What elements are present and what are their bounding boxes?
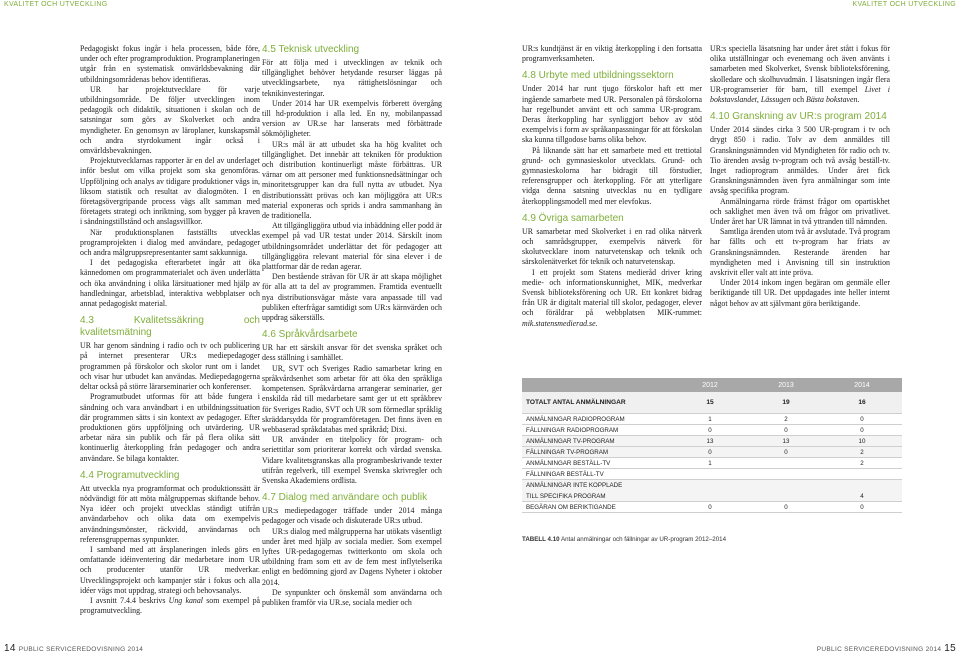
table-row (522, 491, 902, 502)
paragraph: För att följa med i utvecklingen av teknik och tillgänglighet behöver hetydande resurser läggas på utvecklingsarbete, nya rättighetslösningar och teknikinvesteringar. (262, 58, 442, 98)
paragraph: Anmälningarna rörde främst frågor om opartiskhet och saklighet men även två om frågor om privatlivet. Under året har UR lämnat in två yttranden till nämnden. (710, 196, 890, 227)
cell-value: 0 (860, 415, 864, 423)
paragraph: De synpunkter och önskemål som användarna och publiken framför via UR.se, sociala medier och (262, 587, 442, 607)
paragraph (522, 268, 702, 329)
row-label: BEGÄRAN OM BERIKTIGANDE (526, 503, 616, 511)
page-number-right: 15 (944, 643, 956, 654)
paragraph: UR använder en titelpolicy för program- och seriettitlar som prioriterar korrekt och vårdad svenska. Vidare kvalitetsgranskas alla programbeskrivande texter utifrån regelverk, till exempel Svenska skrivregler och Svenska Akademiens ordlista. (262, 435, 442, 485)
paragraph: UR har projektutvecklare för varje utbildningsområde. De följer utvecklingen inom pedagogik och didaktik, situationen i skolan och de satsningar som görs av Skolverket och andra myndigheter. En genomsyn av läroplaner, kunskapsmål och andra styrdokument ingår också i omvärldsbevakningen. (80, 84, 260, 156)
cell-value: 0 (708, 448, 712, 456)
heading-4-3: 4.3 Kvalitetssäkring och kvalitetsmätning (80, 315, 260, 339)
paragraph: Pedagogiskt fokus ingår i hela processen, både före, under och efter programproduktion. Programplaneringen utgår från en systematisk omvärldsbevakning där utbildningsområdenas behov identifieras. (80, 44, 260, 84)
row-label: FÄLLNINGAR TV-PROGRAM (526, 448, 609, 456)
top-bar (0, 0, 960, 14)
paragraph: Under 2014 har UR exempelvis förberett övergång till hd-produktion i alla led. En ny, mobilanpassad version av UR.se har lanserats med förbättrade sökmöjligheter. (262, 98, 442, 139)
table-header (522, 378, 902, 392)
cell-value: 0 (860, 426, 864, 434)
table-row (522, 414, 902, 425)
paragraph: Under 2014 har runt tjugo förskolor haft ett mer ingående samarbete med UR. Personalen på förskolorna har regelbundet använt ett och samma UR-program. Deras återkoppling har synliggjort behov av stöd exempelvis i form av språkanpassningar för att förskolan ska kunna tillgodose barns olika behov. (522, 84, 702, 145)
cell-value: 0 (784, 448, 788, 456)
paragraph: Projektutvecklarnas rapporter är en del av underlaget inför beslut om vilka projekt som ska genomföras. Uppföljning och analys av tidigare produktioner vägs in, liksom statistik och resultat av dialogmöten. I en företagsövergripande process vägs allt samman med företagets strategi och inriktning, som bygger på kraven i sändningstillstånd och anslagsvillkor. (80, 156, 260, 227)
paragraph: UR:s mediepedagoger träffade under 2014 många pedagoger och visade och diskuterade UR:s utbud. (262, 506, 442, 526)
cell-value: 4 (860, 492, 864, 500)
paragraph: Den bestående strävan för UR är att skapa möjlighet för alla att ta del av programmen. Framtida eventuellt nya distributionsvägar måste vara anpassade till vad publiken efterfrågar samtidigt som UR:s kärnvärden och uppdrag säkerställs. (262, 272, 442, 323)
cell-value: 0 (708, 503, 712, 511)
footer-text-right: PUBLIC SERVICEREDOVISNING 2014 (816, 646, 942, 653)
heading-4-5: 4.5 Teknisk utveckling (262, 44, 360, 55)
footer-left (4, 643, 143, 654)
italic-title: Livet i bokstavslandet, Lässugen (710, 84, 890, 105)
footer-right (817, 643, 956, 654)
row-label: TOTALT ANTAL ANMÄLNINGAR (526, 399, 626, 406)
paragraph (710, 44, 890, 105)
complaints-table (522, 378, 902, 513)
year-header: 2012 (702, 381, 718, 389)
heading-4-8: 4.8 Urbyte med utbildningssektorn (522, 70, 674, 82)
table-row-total (522, 392, 902, 414)
cell-value: 16 (858, 399, 866, 406)
paragraph: UR samarbetar med Skolverket i en rad olika nätverk och samrådsgrupper, exempelvis nätverk för skolutvecklare inom naturvetenskap och teknik och särskolenätverket för teknik och naturvetenskap. (522, 226, 702, 267)
table-row (522, 425, 902, 436)
paragraph: När produktionsplanen fastställts utvecklas programprojekten i dialog med användare, pedagoger och andra målgruppsrepresentanter samt sakkunniga. (80, 227, 260, 258)
italic-title: Ung kanal (168, 595, 204, 605)
table-row (522, 447, 902, 458)
section-header-left: KVALITET OCH UTVECKLING (4, 1, 108, 8)
paragraph: UR:s dialog med målgrupperna har utökats väsentligt under året med hjälp av sociala medier. Som exempel lyftes UR-pedagogernas twitterkonto om skola och utbildning fram som ett av de fem mest inflytelserika enligt en bedömning gjord av Dagens Nyheter i oktober 2014. (262, 526, 442, 587)
paragraph: Att utveckla nya programformat och produktionssätt är nödvändigt för att möta målgruppernas skiftande behov. Nya idéer och projekt utvecklas ständigt utifrån användarbehov och olika data om exempelvis användningsmönster, räckvidd, användarnas och referensgruppernas synpunkter. (80, 483, 260, 544)
paragraph: Under 2014 sändes cirka 3 500 UR-program i tv och drygt 850 i radio. Tolv av dem anmäldes till Granskningsnämnden vid Myndigheten för radio och tv. Tio ärenden avsåg tv-program och två avsåg beställ-tv. Inget radioprogram anmäldes. Under året fick Granskningsnämnden även fyra anmälningar som inte avsåg specifika program. (710, 125, 890, 196)
text-span: I ett projekt som Statens medieråd driver kring medie- och informationskunnighet, MIK, medverkar Svensk biblioteksförening och UR. Ett konkret bidrag från UR är digitalt material till skolor, pedagoger, elever och föräldrar på webbplatsen MIK-rummet: (522, 267, 702, 318)
text-span: I avsnitt 7.4.4 beskrivs (90, 595, 169, 605)
cell-value: 10 (858, 437, 866, 445)
italic-url: mik.statensmedierad.se. (522, 318, 598, 328)
paragraph: UR, SVT och Sveriges Radio samarbetar kring en språkvårdsenhet som arbetar för att öka den språkliga kompetensen. Språkvårdarna arrangerar seminarier, ger enskilda råd till medarbetare samt ger ut ett språkbrev för Sveriges Radio, SVT och UR som förmedlar språklig skräddarsydda för programföretagen. Det finns även en webbaserad språkdatabas med språkråd; Dixi. (262, 363, 442, 434)
table-row (522, 502, 902, 513)
column-1 (80, 44, 261, 616)
cell-value: 0 (708, 426, 712, 434)
paragraph (80, 596, 260, 616)
text-span: UR:s speciella läsatsning har under året stått i fokus för olika utställningar och evenemang och även använts i samarbeten med Skolverket, Svensk biblioteksförening, skolledare och skolhuvudmän. I läsatsningen ingår flera UR-programserier för barn, till exempel (710, 44, 890, 94)
cell-value: 0 (784, 426, 788, 434)
table-row (522, 469, 902, 480)
paragraph: Programutbudet utformas för att både fungera i sändning och vara användbart i en utbildningssituation där programmen sätts i sin kontext av pedagoger. Efter produktionen görs uppföljning och utvärdering. UR arbetar nära sin publik och får på flera olika sätt kontinuerlig återkoppling från pedagoger och andra användare. Se bilaga kontakter. (80, 392, 260, 463)
italic-title: Bästa bokstaven. (806, 95, 860, 105)
cell-value: 19 (782, 399, 790, 406)
heading-4-6: 4.6 Språkvårdsarbete (262, 329, 358, 341)
row-label: ANMÄLNINGAR BESTÄLL-TV (526, 459, 611, 467)
column-4 (710, 44, 890, 374)
paragraph: UR:s mål är att utbudet ska ha hög kvalitet och tillgänglighet. Det innebär att tekniken för produktion och distribution kontinuerligt måste förbättras. UR värnar om att personer med funktionsnedsättningar och minoritetsgrupper kan dra full nytta av utbudet. Nya distributionssätt prövas och kan möjliggöra att UR:s material exponeras och sprids i andra sammanhang än de traditionella. (262, 139, 442, 221)
text-span: som exempel på programutveckling. (80, 595, 261, 616)
paragraph: Under 2014 inkom ingen begäran om genmäle eller beriktigande till UR. Det uppdagades inte heller internt något behov av att självmant göra beriktigande. (710, 278, 890, 308)
row-label: ANMÄLNINGAR RADIOPROGRAM (526, 415, 625, 423)
table-row (522, 436, 902, 447)
paragraph: På liknande sätt har ett samarbete med ett trettiotal grund- och gymnasieskolor utvecklats. Grund- och gymnasieskolorna har bidragit till förstudier, referensgrupper och återkoppling. För att ytterligare vidga denna satsning utvecklas nu en tydligare återkopplingsmodell med mer elevfokus. (522, 145, 702, 206)
paragraph: UR:s kundtjänst är en viktig återkoppling i den fortsatta programverksamheten. (522, 44, 702, 64)
cell-value: 1 (708, 415, 712, 423)
table-row (522, 458, 902, 469)
cell-value: 2 (784, 415, 788, 423)
year-header: 2014 (854, 381, 870, 389)
caption-text: Antal anmälningar och fällningar av UR-program 2012–2014 (559, 536, 727, 543)
row-label: TILL SPECIFIKA PROGRAM (526, 492, 606, 500)
cell-value: 1 (708, 459, 712, 467)
heading-4-7: 4.7 Dialog med användare och publik (262, 492, 428, 504)
cell-value: 13 (706, 437, 714, 445)
heading-4-9: 4.9 Övriga samarbeten (522, 212, 624, 224)
table-row (522, 480, 902, 491)
paragraph: UR har genom sändning i radio och tv och publicering på internet presenterar UR:s mediepedagoger programmen på förskolor och skolor runt om i landet och visar hur utbudet kan användas. Mediepedagogerna deltar också på större lärarseminarier och konferenser. (80, 341, 260, 392)
footer-text-left: PUBLIC SERVICEREDOVISNING 2014 (18, 646, 144, 653)
column-2 (262, 44, 442, 607)
table-caption (522, 536, 902, 543)
paragraph: Samtliga ärenden utom två är avslutade. Två program har fällts och ett tv-program har friats av Granskningsnämnden. Resterande ärenden har myndigheten med i Anvisning till sin instruktion avskrivit eller valt att inte pröva. (710, 227, 890, 278)
row-label: FÄLLNINGAR RADIOPROGRAM (526, 426, 619, 434)
paragraph: I det pedagogiska efterarbetet ingår att öka kännedomen om programmaterialet och även underlätta och öka användning i olika lärsituationer med hjälp av handledningar, arbetsblad, interaktiva webbplatser och annat pedagogiskt material. (80, 258, 260, 309)
row-label: FÄLLNINGAR BESTÄLL-TV (526, 470, 604, 478)
cell-value: 15 (706, 399, 714, 406)
text-span: och (790, 95, 806, 105)
paragraph: Att tillgängliggöra utbud via inbäddning eller podd är exempel på vad UR testat under 2014. Särskilt inom utbildningsområdet underlättar det för pedagoger att tillgängliggöra relevant material för sina elever i de plattformar där de redan agerar. (262, 221, 442, 272)
cell-value: 13 (782, 437, 790, 445)
row-label: ANMÄLNINGAR TV-PROGRAM (526, 437, 615, 445)
heading-4-4: 4.4 Programutveckling (80, 469, 180, 481)
row-label: ANMÄLNINGAR INTE KOPPLADE (526, 482, 623, 489)
cell-value: 2 (860, 448, 864, 456)
cell-value: 0 (860, 503, 864, 511)
column-3 (522, 44, 702, 374)
heading-4-10: 4.10 Granskning av UR:s program 2014 (710, 111, 887, 123)
paragraph: I samband med att årsplaneringen inleds görs en omfattande idéinventering där medarbetare inom UR och producenter utanför UR medverkar. Utvecklingsprojekt och kampanjer står i fokus och alla idéer vägs mot uppdrag, strategi och behovsanalys. (80, 544, 260, 595)
cell-value: 2 (860, 459, 864, 467)
caption-label: TABELL 4.10 (522, 536, 560, 543)
page-number-left: 14 (4, 643, 16, 654)
section-header-right: KVALITET OCH UTVECKLING (852, 1, 956, 8)
cell-value: 0 (784, 503, 788, 511)
year-header: 2013 (778, 381, 794, 389)
paragraph: UR har ett särskilt ansvar för det svenska språket och dess ställning i samhället. (262, 343, 442, 363)
